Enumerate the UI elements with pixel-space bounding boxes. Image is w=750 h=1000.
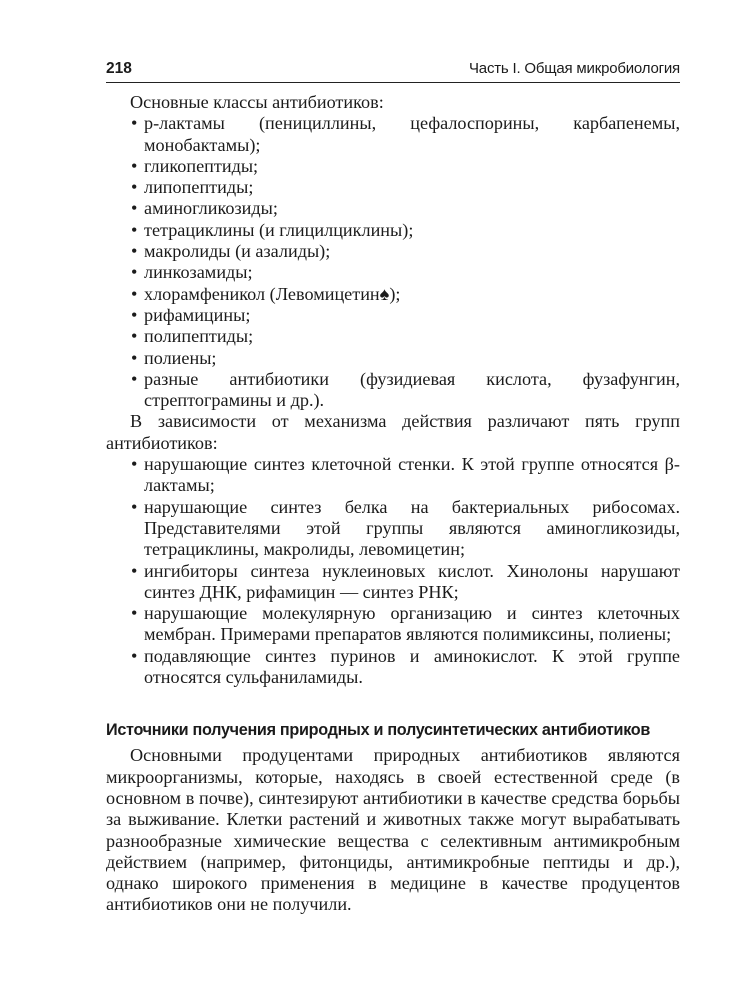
list-item: • нарушающие синтез белка на бактериальных рибосомах. Представителями этой группы являются аминогликозиды, тетрациклины, макролиды, левомицетин;	[144, 497, 680, 561]
list-item: • р-лактамы (пенициллины, цефалоспорины, карбапенемы, монобактамы);	[144, 113, 680, 156]
list-item: • полиены;	[144, 348, 680, 369]
list-item: • гликопептиды;	[144, 156, 680, 177]
mechanism-intro: В зависимости от механизма действия различают пять групп антибиотиков:	[106, 411, 680, 453]
running-header	[106, 58, 680, 83]
antibiotic-classes-list	[106, 113, 680, 411]
list-item: • разные антибиотики (фузидиевая кислота, фузафунгин, стрептограмины и др.).	[144, 369, 680, 412]
section-heading: Источники получения природных и полусинтетических антибиотиков	[106, 721, 651, 740]
body-text	[106, 92, 680, 916]
list-item: • тетрациклины (и глицилциклины);	[144, 220, 680, 241]
list-item: • рифамицины;	[144, 305, 680, 326]
list-item: • липопептиды;	[144, 177, 680, 198]
section-paragraph: Основными продуцентами природных антибиотиков являются микроорганизмы, которые, находясь в своей естественной среде (в основном в почве), синтезируют антибиотики в качестве средства борьбы за выживание. Клетки растений и животных также могут вырабатывать разнообразные химические вещества с селективным антимикробным действием (например, фитонциды, антимикробные пептиды и др.), однако широкого применения в медицине в качестве продуцентов антибиотиков они не получили.	[106, 745, 680, 915]
classes-intro: Основные классы антибиотиков:	[130, 92, 384, 112]
list-item: • хлорамфеникол (Левомицетин♠);	[144, 284, 680, 305]
page-number: 218	[106, 60, 132, 77]
part-title: Часть I. Общая микробиология	[469, 60, 680, 77]
list-item: • подавляющие синтез пуринов и аминокислот. К этой группе относятся сульфаниламиды.	[144, 646, 680, 689]
list-item: • ингибиторы синтеза нуклеиновых кислот. Хинолоны нарушают синтез ДНК, рифамицин — синтез РНК;	[144, 561, 680, 604]
list-item: • нарушающие синтез клеточной стенки. К этой группе относятся β-лактамы;	[144, 454, 680, 497]
list-item: • полипептиды;	[144, 326, 680, 347]
mechanism-groups-list	[106, 454, 680, 688]
list-item: • аминогликозиды;	[144, 198, 680, 219]
list-item: • линкозамиды;	[144, 262, 680, 283]
list-item: • макролиды (и азалиды);	[144, 241, 680, 262]
list-item: • нарушающие молекулярную организацию и синтез клеточных мембран. Примерами препаратов являются полимиксины, полиены;	[144, 603, 680, 646]
